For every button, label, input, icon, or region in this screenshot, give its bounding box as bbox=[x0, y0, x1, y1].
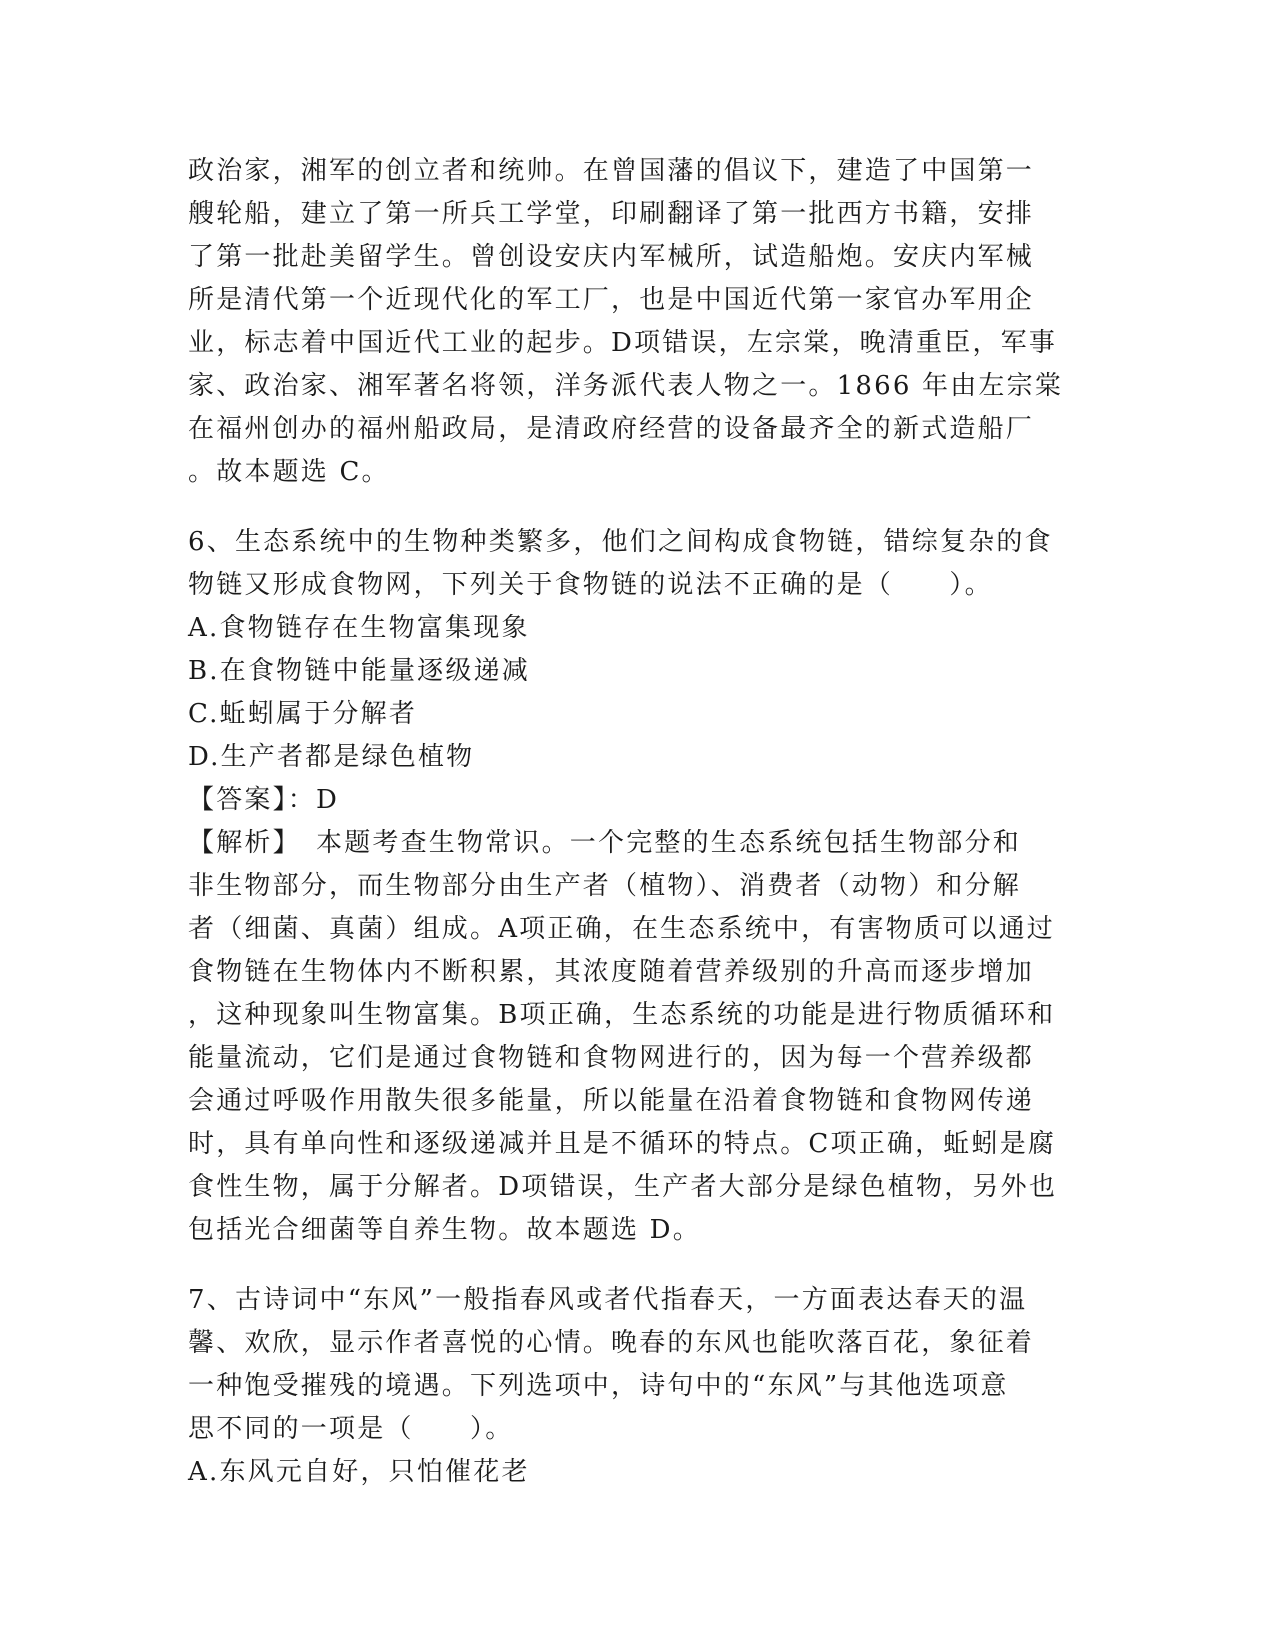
answer-line: 【答案】：D bbox=[188, 785, 340, 815]
analysis-line: 食物链在生物体内不断积累，其浓度随着营养级别的升高而逐步增加 bbox=[188, 957, 1035, 987]
question-stem-line: 7、古诗词中“东风”一般指春风或者代指春天，一方面表达春天的温 bbox=[188, 1285, 1028, 1315]
option-a: A.东风元自好，只怕催花老 bbox=[188, 1457, 530, 1487]
analysis-line: 会通过呼吸作用散失很多能量，所以能量在沿着食物链和食物网传递 bbox=[188, 1086, 1035, 1116]
analysis-line: 包括光合细菌等自养生物。故本题选 D。 bbox=[188, 1215, 701, 1245]
text-line: 艘轮船，建立了第一所兵工学堂，印刷翻译了第一批西方书籍，安排 bbox=[188, 199, 1035, 229]
previous-explanation bbox=[188, 150, 1088, 494]
question-stem-line: 馨、欢欣，显示作者喜悦的心情。晚春的东风也能吹落百花，象征着 bbox=[188, 1328, 1035, 1358]
analysis-line: 者（细菌、真菌）组成。A项正确，在生态系统中，有害物质可以通过 bbox=[188, 914, 1055, 944]
paragraph-gap bbox=[188, 1252, 1088, 1279]
option-c: C.蚯蚓属于分解者 bbox=[188, 699, 418, 729]
text-line: 了第一批赴美留学生。曾创设安庆内军械所，试造船炮。安庆内军械 bbox=[188, 242, 1035, 272]
question-stem-line: 6、生态系统中的生物种类繁多，他们之间构成食物链，错综复杂的食 bbox=[188, 527, 1053, 557]
question-7 bbox=[188, 1279, 1088, 1494]
question-stem-line: 一种饱受摧残的境遇。下列选项中，诗句中的“东风”与其他选项意 bbox=[188, 1371, 1009, 1401]
analysis-line: 时，具有单向性和逐级递减并且是不循环的特点。C项正确，蚯蚓是腐 bbox=[188, 1129, 1057, 1159]
option-b: B.在食物链中能量逐级递减 bbox=[188, 656, 530, 686]
paragraph-gap bbox=[188, 494, 1088, 521]
question-stem-line: 思不同的一项是（ ）。 bbox=[188, 1414, 514, 1444]
text-line: 所是清代第一个近现代化的军工厂，也是中国近代第一家官办军用企 bbox=[188, 285, 1035, 315]
analysis-line: ，这种现象叫生物富集。B项正确，生态系统的功能是进行物质循环和 bbox=[188, 1000, 1056, 1030]
option-d: D.生产者都是绿色植物 bbox=[188, 742, 475, 772]
text-line: 在福州创办的福州船政局，是清政府经营的设备最齐全的新式造船厂 bbox=[188, 414, 1035, 444]
option-a: A.食物链存在生物富集现象 bbox=[188, 613, 530, 643]
text-line: 政治家，湘军的创立者和统帅。在曾国藩的倡议下，建造了中国第一 bbox=[188, 156, 1035, 186]
question-stem-line: 物链又形成食物网，下列关于食物链的说法不正确的是（ ）。 bbox=[188, 570, 993, 600]
analysis-line: 非生物部分，而生物部分由生产者（植物）、消费者（动物）和分解 bbox=[188, 871, 1022, 901]
analysis-line: 能量流动，它们是通过食物链和食物网进行的，因为每一个营养级都 bbox=[188, 1043, 1035, 1073]
text-line: 业，标志着中国近代工业的起步。D项错误，左宗棠，晚清重臣，军事 bbox=[188, 328, 1058, 358]
document-page bbox=[188, 150, 1088, 1494]
text-line: 家、政治家、湘军著名将领，洋务派代表人物之一。1866 年由左宗棠 bbox=[188, 371, 1064, 401]
analysis-line: 食性生物，属于分解者。D项错误，生产者大部分是绿色植物，另外也 bbox=[188, 1172, 1058, 1202]
analysis-line: 【解析】 本题考查生物常识。一个完整的生态系统包括生物部分和 bbox=[188, 828, 1022, 858]
question-6 bbox=[188, 521, 1088, 1252]
text-line: 。故本题选 C。 bbox=[188, 457, 390, 487]
